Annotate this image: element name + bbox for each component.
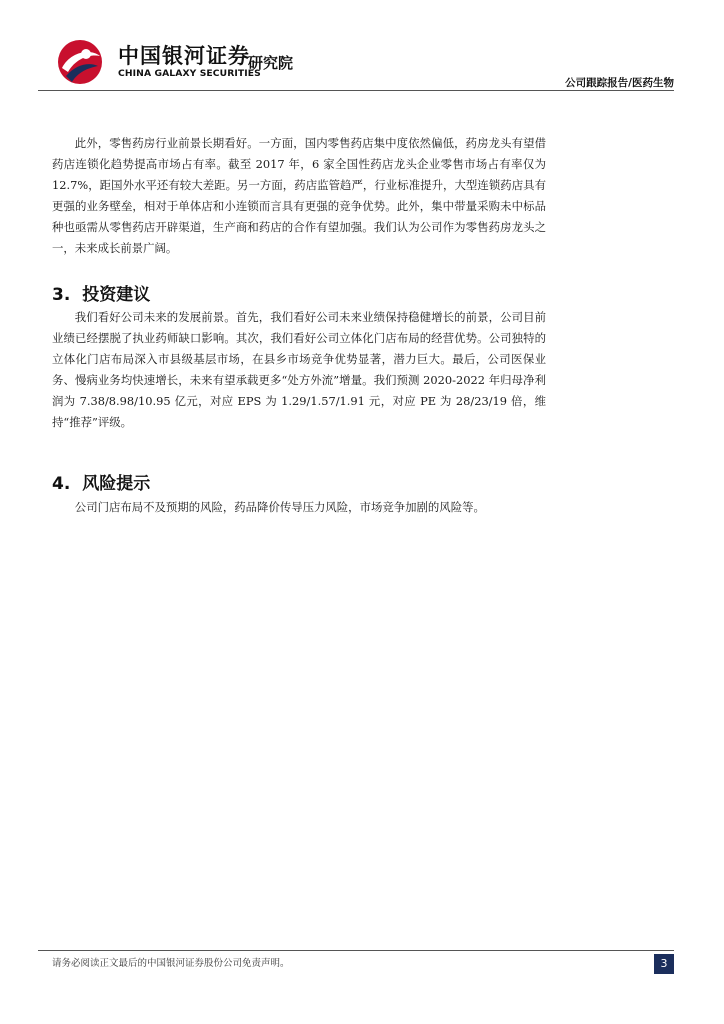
galaxy-logo-icon — [56, 38, 104, 86]
section-3-number: 3. — [52, 285, 71, 305]
section-4-heading — [52, 469, 150, 494]
institute-label: 研究院 — [248, 54, 294, 72]
section-4-number: 4. — [52, 474, 71, 494]
page-number: 3 — [654, 954, 674, 974]
report-header — [38, 30, 674, 90]
section-4-title: 风险提示 — [82, 474, 151, 494]
header-divider — [38, 90, 674, 91]
logo-english-name: CHINA GALAXY SECURITIES — [118, 68, 261, 79]
section-4-paragraph: 公司门店布局不及预期的风险，药品降价传导压力风险，市场竞争加剧的风险等。 — [74, 500, 485, 514]
footer-disclaimer: 请务必阅读正文最后的中国银河证券股份公司免责声明。 — [52, 958, 290, 969]
section-3-heading — [52, 280, 150, 305]
report-type-label: 公司跟踪报告/医药生物 — [565, 77, 674, 89]
footer-divider — [38, 950, 674, 951]
section-3-paragraph: 我们看好公司未来的发展前景。首先，我们看好公司未来业绩保持稳健增长的前景，公司目前业绩已经摆脱了执业药师缺口影响。其次，我们看好公司立体化门店布局的经营优势。公司独特的立体化门店布局深入市县级基层市场，在县乡市场竞争优势显著，潜力巨大。最后，公司医保业务、慢病业务均快速增长，未来有望承载更多“处方外流”增量。我们预测 2020-2022 年归母净利润为 7.38/8.98/10.95 亿元，对应 EPS 为 1.29/1.57/1.91 元，对应 PE 为 28/23/19 倍，维持“推荐”评级。 — [52, 310, 546, 429]
logo-chinese-name: 中国银河证券 — [118, 44, 250, 68]
section-3-title: 投资建议 — [82, 285, 151, 305]
intro-paragraph: 此外，零售药房行业前景长期看好。一方面，国内零售药店集中度依然偏低，药房龙头有望借药店连锁化趋势提高市场占有率。截至 2017 年，6 家全国性药店龙头企业零售市场占有率仅为 12.7%，距国外水平还有较大差距。另一方面，药店监管趋严，行业标准提升，大型连锁药店具有更强的业务壁垒，相对于单体店和小连锁而言具有更强的竞争优势。此外，集中带量采购未中标品种也亟需从零售药店开辟渠道，生产商和药店的合作有望加强。我们认为公司作为零售药房龙头之一，未来成长前景广阔。 — [52, 136, 546, 255]
